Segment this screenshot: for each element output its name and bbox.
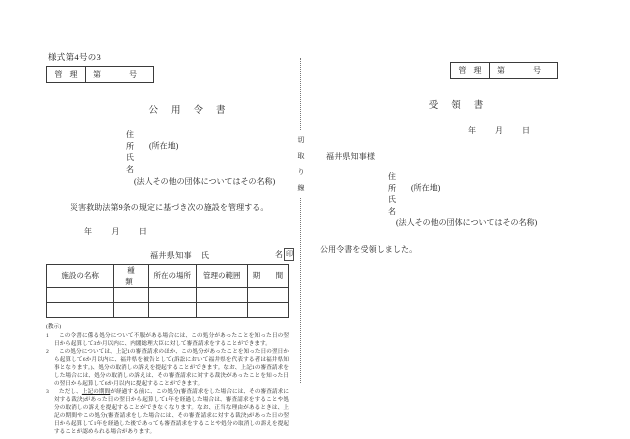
right-entity-note: (法人その他の団体についてはその名称) — [396, 218, 538, 228]
seal-stamp-box: 印 — [284, 248, 294, 261]
left-control-number-box — [46, 66, 154, 83]
signer-line — [46, 248, 294, 261]
col-location: 所在の場所 — [148, 264, 196, 287]
left-address-suffix: (所在地) — [149, 141, 179, 151]
note-text-2: この処分については、上記1の審査請求のほか、この処分があったことを知った日の翌日から起算して6か月以内に、福井県を被告として(訴訟において福井県を代表する者は福井県知事となります。)、処分の取消しの訴えを提起することができます。なお、上記1の審査請求をした場合には、処分の取消しの訴えは、その審査請求に対する裁決があったことを知った日の翌日から起算して6か月以内に提起することができます。 — [54, 348, 289, 387]
table-row — [47, 302, 289, 317]
receipt-title: 受領書 — [428, 101, 497, 111]
note-number-1: 1 — [46, 332, 49, 339]
order-body-sentence: 災害救助法第9条の規定に基づき次の施設を管理する。 — [70, 203, 269, 213]
right-month-label: 月 — [495, 126, 503, 135]
right-address-label: 住 所 — [388, 172, 418, 193]
right-address-suffix: (所在地) — [411, 183, 441, 193]
notes-heading: (教示) — [46, 323, 62, 330]
right-number-field — [490, 63, 557, 78]
facility-table — [46, 264, 289, 318]
receipt-addressee: 福井県知事様 — [326, 152, 376, 161]
receipt-statement: 公用令書を受領しました。 — [320, 244, 418, 254]
cell-type[interactable] — [114, 302, 148, 317]
cell-location[interactable] — [148, 287, 196, 302]
signer-seal-group — [275, 248, 294, 261]
right-address-block — [318, 171, 576, 229]
col-type: 種 類 — [114, 264, 148, 287]
cell-location[interactable] — [148, 302, 196, 317]
cell-facility-name[interactable] — [47, 302, 114, 317]
issuing-authority-label: 福井県知事 — [150, 250, 192, 260]
public-use-order-section — [46, 52, 294, 435]
instructions-notes — [46, 324, 289, 437]
note-text-3: ただし、上記の期間が経過する前に、この処分(審査請求をした場合には、その審査請求に対する裁決)があった日の翌日から起算して1年を経過した場合は、審査請求をすることや処分の取消しの訴えを提起することができなくなります。なお、正当な理由があるときは、上記の期間やこの処分(審査請求をした場合には、その審査請求に対する裁決)があった日の翌日から起算して1年を経過した後であっても審査請求をすることや処分の取消しの訴えを提起することが認められる場合があります。 — [54, 389, 289, 435]
cell-scope[interactable] — [196, 287, 247, 302]
cell-period[interactable] — [247, 287, 288, 302]
left-dai-label: 第 — [93, 70, 101, 80]
cut-line-dash-upper — [300, 58, 301, 130]
left-date-line — [46, 226, 294, 237]
cut-line-label-3: 線 — [297, 184, 305, 192]
col-scope: 管理の範囲 — [196, 264, 247, 287]
left-address-block — [46, 129, 294, 187]
table-row — [47, 287, 289, 302]
signer-mei-label: 名 — [275, 249, 283, 259]
cut-line-label-0: 切 — [297, 136, 305, 144]
cut-line — [295, 58, 307, 383]
left-name-label: 氏 名 — [126, 153, 156, 174]
cell-period[interactable] — [247, 302, 288, 317]
right-kanri-label: 管 理 — [451, 63, 490, 78]
left-address-line — [126, 129, 294, 152]
cell-type[interactable] — [114, 287, 148, 302]
left-month-label: 月 — [111, 227, 120, 237]
note-number-2: 2 — [46, 348, 49, 355]
left-number-field — [86, 67, 153, 82]
note-item-1 — [46, 333, 289, 349]
left-year-label: 年 — [84, 227, 93, 237]
left-name-line — [126, 152, 294, 175]
signer-shi-label: 氏 — [201, 250, 209, 260]
left-kanri-label: 管 理 — [47, 67, 86, 82]
note-3-underlined-phrase: 上記の期間 — [81, 389, 111, 396]
left-day-label: 日 — [138, 227, 148, 237]
note-item-3 — [46, 389, 289, 437]
right-gou-label: 号 — [533, 66, 541, 75]
right-dai-label: 第 — [497, 66, 505, 75]
note-number-3: 3 — [46, 389, 49, 396]
cut-line-label-1: 取 — [297, 152, 305, 160]
receipt-section — [318, 52, 576, 252]
right-year-label: 年 — [468, 126, 476, 135]
note-item-2 — [46, 349, 289, 389]
cell-facility-name[interactable] — [47, 287, 114, 302]
right-day-label: 日 — [522, 126, 530, 135]
right-name-line — [388, 194, 576, 217]
cut-line-dash-lower — [300, 198, 301, 383]
right-date-line — [318, 125, 576, 136]
left-gou-label: 号 — [129, 70, 137, 80]
form-code-label: 様式第4号の3 — [48, 52, 102, 62]
note-text-1: この令書に係る処分について不服がある場合には、この処分があったことを知った日の翌日から起算して3か月以内に、内閣総理大臣に対して審査請求をすることができます。 — [54, 332, 289, 347]
right-address-line — [388, 171, 576, 194]
left-entity-note: (法人その他の団体についてはその名称) — [134, 176, 276, 186]
facility-table-header-row — [47, 264, 289, 287]
left-address-label: 住 所 — [126, 130, 156, 151]
cell-scope[interactable] — [196, 302, 247, 317]
col-period: 期 間 — [247, 264, 288, 287]
cut-line-label-2: り — [297, 168, 305, 176]
right-control-number-box — [450, 62, 558, 79]
right-name-label: 氏 名 — [388, 195, 418, 216]
col-facility-name: 施設の名称 — [47, 264, 114, 287]
page-title: 公用令書 — [148, 106, 239, 117]
